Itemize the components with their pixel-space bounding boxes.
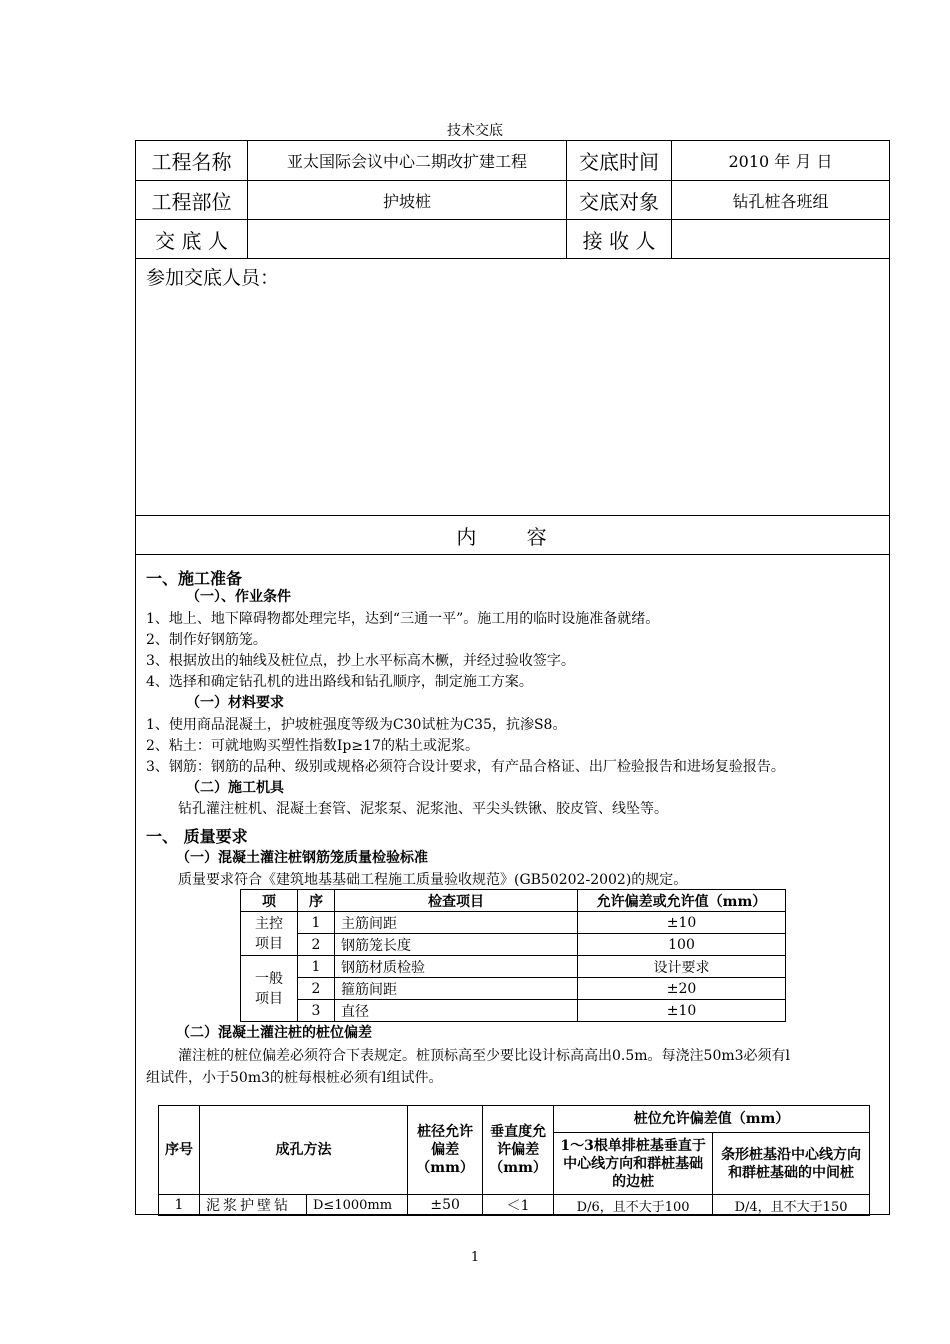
- item-cell: 主筋间距: [335, 912, 578, 934]
- table-header: 项: [241, 890, 298, 912]
- part-label: 工程部位: [136, 181, 248, 219]
- seq-cell: 1: [159, 1195, 200, 1216]
- table-header-row: [159, 1106, 870, 1133]
- section2-sub1-text: 质量要求符合《建筑地基基础工程施工质量验收规范》(GB50202-2002)的规定。: [178, 872, 688, 888]
- section1-sub2-title: （一）材料要求: [186, 695, 284, 711]
- diameter-cell: ±50: [408, 1195, 483, 1216]
- section2-sub2-title: （二）混凝土灌注桩的桩位偏差: [176, 1025, 372, 1041]
- group-main-control: 主控项目: [241, 912, 298, 956]
- presenter-label: 交 底 人: [136, 220, 248, 258]
- content-title: 内 容: [456, 524, 569, 549]
- target-label: 交底对象: [567, 181, 672, 219]
- receiver-value: [672, 220, 889, 258]
- item-cell: 直径: [335, 1000, 578, 1022]
- section2-sub2-text-line2: 组试件，小于50m3的桩每根桩必须有l组试件。: [146, 1070, 443, 1086]
- section2-sub1-title: （一）混凝土灌注桩钢筋笼质量检验标准: [176, 850, 428, 866]
- verticality-cell: ＜1: [483, 1195, 554, 1216]
- section2-title: 一、 质量要求: [146, 827, 248, 846]
- material-item: 3、钢筋：钢筋的品种、级别或规格必须符合设计要求，有产品合格证、出厂检验报告和进场复验报告。: [146, 759, 785, 775]
- time-label: 交底时间: [567, 141, 672, 180]
- position-middle-cell: D/4，且不大于150: [713, 1195, 870, 1216]
- section1-item: 4、选择和确定钻孔机的进出路线和钻孔顺序，制定施工方案。: [146, 674, 533, 690]
- table-row: [241, 912, 786, 934]
- header-position-middle: 条形桩基沿中心线方向和群桩基础的中间桩: [713, 1133, 870, 1195]
- time-value: 2010 年 月 日: [728, 152, 833, 171]
- section2-sub2-text-line1: 灌注桩的桩位偏差必须符合下表规定。桩顶标高至少要比设计标高高出0.5m。每浇注50m3必须有l: [178, 1048, 791, 1064]
- section1-sub3-title: （二）施工机具: [186, 780, 284, 796]
- content-title-row: [136, 516, 889, 555]
- rebar-cage-table: [240, 889, 786, 1022]
- table-row: [241, 1000, 786, 1022]
- value-cell: ±20: [578, 978, 786, 1000]
- row-people: [136, 220, 889, 259]
- row-project-name: [136, 141, 889, 181]
- value-cell: ±10: [578, 912, 786, 934]
- table-row: [159, 1195, 870, 1216]
- seq-cell: 1: [298, 956, 335, 978]
- method-cell: 泥浆护壁钻: [200, 1195, 307, 1216]
- table-header: 允许偏差或允许值（mm）: [578, 890, 786, 912]
- header-seq: 序号: [159, 1106, 200, 1195]
- row-project-part: [136, 181, 889, 220]
- table-row: [241, 934, 786, 956]
- table-row: [241, 978, 786, 1000]
- condition-cell: D≤1000mm: [307, 1195, 408, 1216]
- disclosure-form: [135, 140, 890, 1215]
- seq-cell: 3: [298, 1000, 335, 1022]
- item-cell: 钢筋材质检验: [335, 956, 578, 978]
- part-value: 护坡桩: [248, 181, 567, 219]
- value-cell: ±10: [578, 1000, 786, 1022]
- section1-item: 2、制作好钢筋笼。: [146, 632, 267, 648]
- equipment-text: 钻孔灌注桩机、混凝土套管、泥浆泵、泥浆池、平尖头铁锹、胶皮管、线坠等。: [178, 801, 668, 817]
- header-verticality: 垂直度允许偏差（mm）: [483, 1106, 554, 1195]
- section1-title: 一、施工准备: [146, 569, 243, 588]
- table-header: 序: [298, 890, 335, 912]
- value-cell: 设计要求: [578, 956, 786, 978]
- attendees-label: 参加交底人员：: [146, 267, 280, 289]
- item-cell: 箍筋间距: [335, 978, 578, 1000]
- seq-cell: 2: [298, 978, 335, 1000]
- section1-item: 3、根据放出的轴线及桩位点，抄上水平标高木橛，并经过验收签字。: [146, 653, 575, 669]
- table-header-row: [241, 890, 786, 912]
- item-cell: 钢筋笼长度: [335, 934, 578, 956]
- seq-cell: 1: [298, 912, 335, 934]
- presenter-value: [248, 220, 567, 258]
- receiver-label: 接 收 人: [567, 220, 672, 258]
- table-header: 检查项目: [335, 890, 578, 912]
- table-row: [241, 956, 786, 978]
- page-number: 1: [470, 1250, 480, 1265]
- material-item: 2、粘土：可就地购买塑性指数Ip≥17的粘土或泥浆。: [146, 738, 479, 754]
- material-item: 1、使用商品混凝土，护坡桩强度等级为C30试桩为C35，抗渗S8。: [146, 717, 567, 733]
- header-position-edge: 1～3根单排桩基垂直于中心线方向和群桩基础的边桩: [554, 1133, 713, 1195]
- target-value: 钻孔桩各班组: [732, 191, 829, 211]
- value-cell: 100: [578, 934, 786, 956]
- document-title: 技术交底: [447, 123, 503, 139]
- project-name-value: 亚太国际会议中心二期改扩建工程: [248, 141, 567, 180]
- position-edge-cell: D/6，且不大于100: [554, 1195, 713, 1216]
- section1-sub1-title: （一）、作业条件: [186, 589, 291, 605]
- header-position: 桩位允许偏差值（mm）: [554, 1106, 870, 1133]
- group-general: 一般项目: [241, 956, 298, 1022]
- pile-position-table: [158, 1105, 870, 1216]
- attendees-area: [136, 259, 889, 516]
- section1-item: 1、地上、地下障碍物都处理完毕，达到“三通一平”。施工用的临时设施准备就绪。: [146, 611, 660, 627]
- header-method: 成孔方法: [200, 1106, 408, 1195]
- seq-cell: 2: [298, 934, 335, 956]
- project-name-label: 工程名称: [136, 141, 248, 180]
- header-diameter: 桩径允许偏差（mm）: [408, 1106, 483, 1195]
